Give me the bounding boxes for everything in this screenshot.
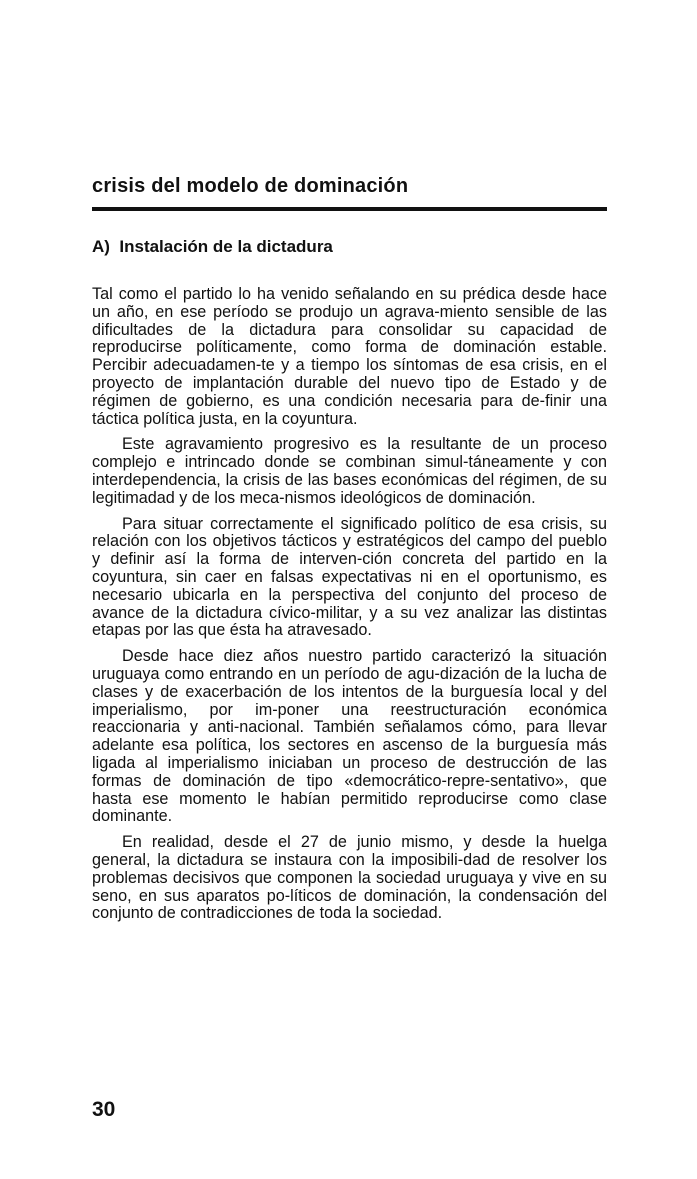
section-heading: A) Instalación de la dictadura [92,237,333,256]
chapter-title: crisis del modelo de dominación [92,175,409,197]
page-number: 30 [92,1098,116,1121]
paragraph: Para situar correctamente el significado político de esa crisis, su relación con los objetivos tácticos y estratégicos del campo del pueblo y definir así la forma de interven-ción concreta del partido en la coyuntura, sin caer en falsas expectativas ni en el oportunismo, es necesario ubicarla en la perspectiva del conjunto del proceso de avance de la dictadura cívico-militar, y a su vez analizar las distintas etapas por las que ésta ha atravesado. [92,514,607,640]
paragraph: Este agravamiento progresivo es la resultante de un proceso complejo e intrincado donde se combinan simul-táneamente y con interdependencia, la crisis de las bases económicas del régimen, de su legitimadad y de los meca-nismos ideológicos de dominación. [92,435,607,507]
body-text [92,286,607,931]
title-rule [92,207,607,211]
paragraph: Tal como el partido lo ha venido señalando en su prédica desde hace un año, en ese período se produjo un agrava-miento sensible de las dificultades de la dictadura para consolidar su capacidad de reproducirse políticamente, como forma de dominación estable. Percibir adecuadamen-te y a tiempo los síntomas de esa crisis, en el proyecto de implantación durable del nuevo tipo de Estado y de régimen de gobierno, es una condición necesaria para de-finir una táctica política justa, en la coyuntura. [92,285,607,428]
paragraph: Desde hace diez años nuestro partido caracterizó la situación uruguaya como entrando en un período de agu-dización de la lucha de clases y de exacerbación de los intentos de la burguesía local y del imperialismo, por im-poner una reestructuración económica reaccionaria y anti-nacional. También señalamos cómo, para llevar adelante esa política, los sectores en ascenso de la burguesía más ligada al imperialismo iniciaban un proceso de destrucción de las formas de dominación de tipo «democrático-repre-sentativo», que hasta ese momento le habían permitido reproducirse como clase dominante. [92,647,607,826]
paragraph: En realidad, desde el 27 de junio mismo, y desde la huelga general, la dictadura se instaura con la imposibili-dad de resolver los problemas decisivos que componen la sociedad uruguaya y vive en su seno, en sus aparatos po-líticos de dominación, la condensación del conjunto de contradicciones de toda la sociedad. [92,833,607,923]
